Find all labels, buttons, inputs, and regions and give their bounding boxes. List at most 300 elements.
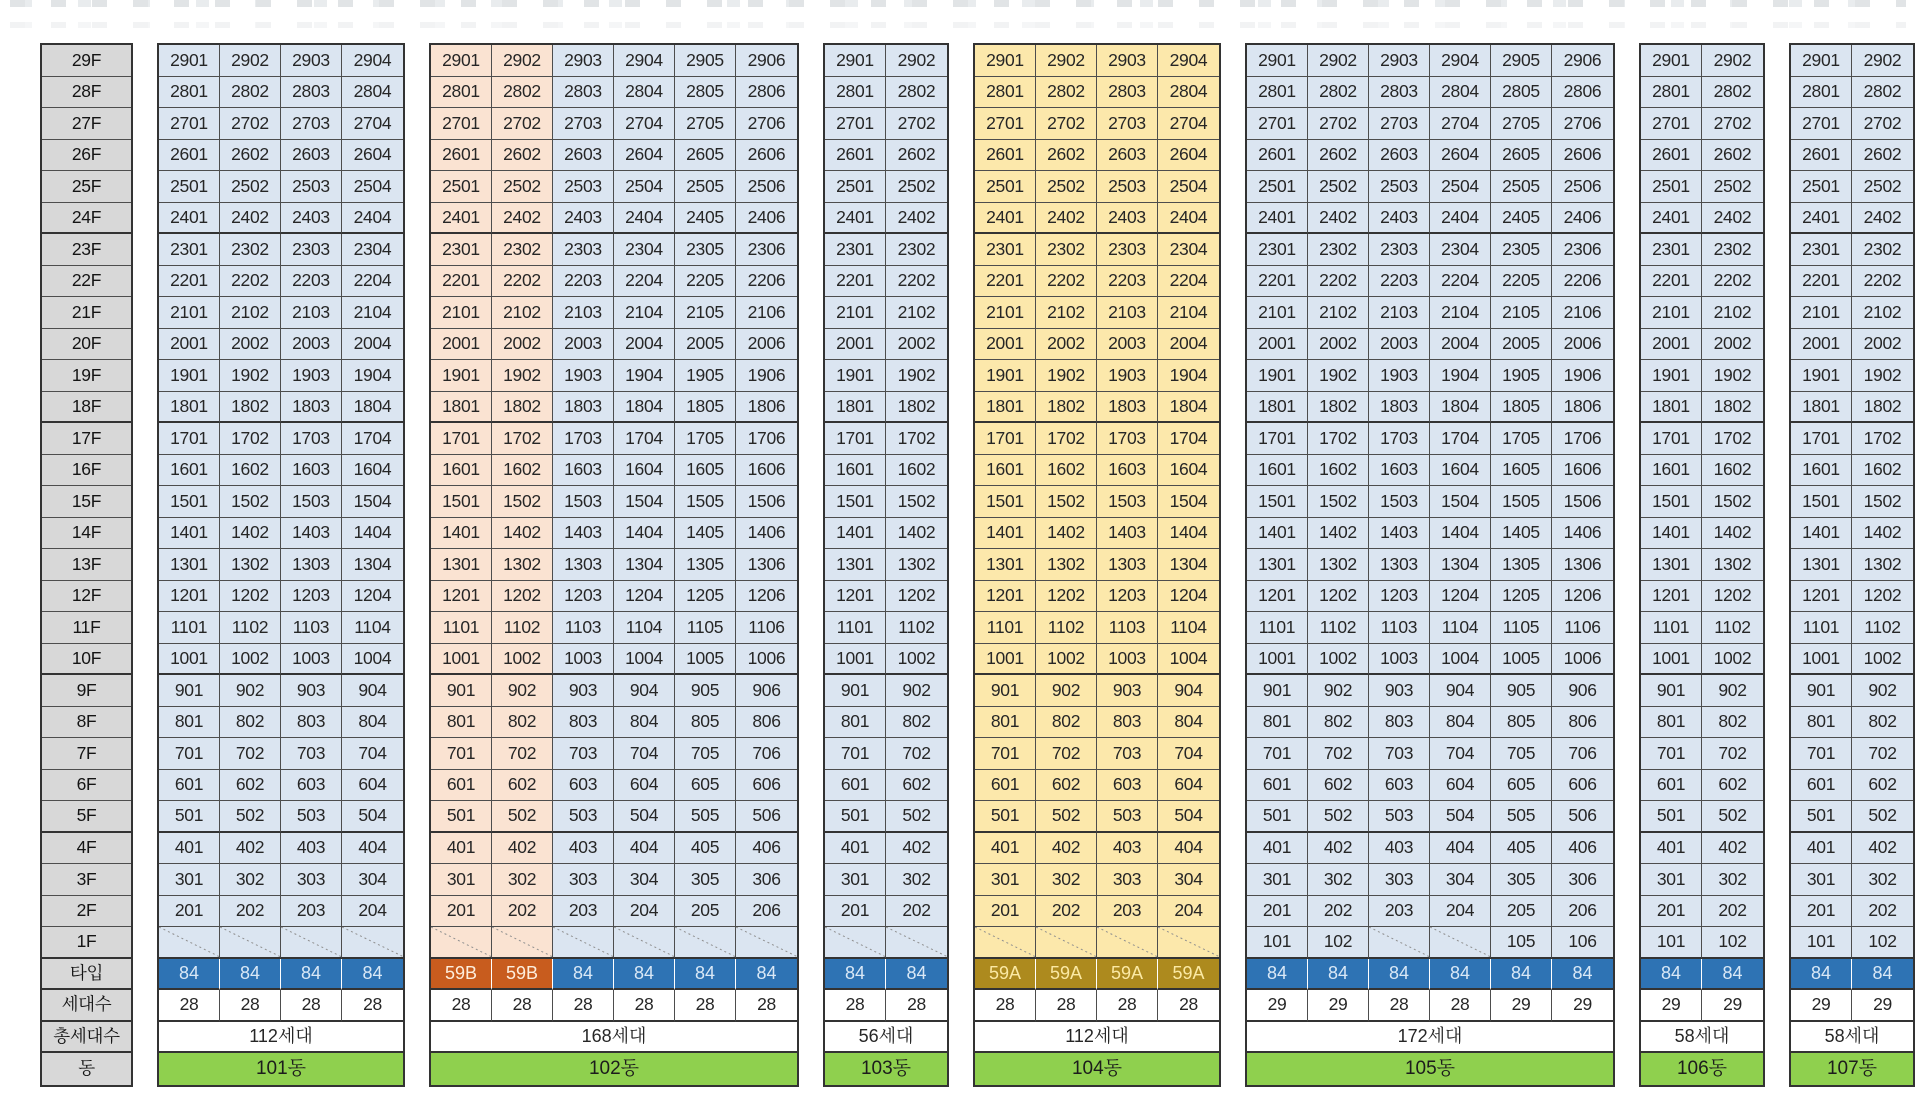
unit-cell[interactable]: 504: [1158, 801, 1219, 833]
unit-cell[interactable]: 1801: [975, 392, 1036, 424]
unit-cell[interactable]: 801: [1791, 707, 1852, 739]
unit-cell[interactable]: 1004: [342, 644, 403, 676]
unit-cell[interactable]: 1201: [1791, 581, 1852, 613]
unit-cell[interactable]: 203: [1097, 896, 1158, 928]
unit-cell[interactable]: 2605: [675, 140, 736, 172]
unit-cell[interactable]: 2601: [431, 140, 492, 172]
unit-cell[interactable]: 2701: [431, 108, 492, 140]
unit-cell[interactable]: 602: [1308, 770, 1369, 802]
unit-cell[interactable]: 2904: [1430, 45, 1491, 77]
unit-cell[interactable]: 602: [886, 770, 947, 802]
unit-cell[interactable]: 2204: [614, 266, 675, 298]
unit-cell[interactable]: 2102: [220, 297, 281, 329]
unit-cell[interactable]: 904: [1158, 675, 1219, 707]
unit-cell[interactable]: 1501: [975, 486, 1036, 518]
unit-cell[interactable]: 2902: [492, 45, 553, 77]
unit-cell[interactable]: 1202: [1852, 581, 1913, 613]
unit-cell[interactable]: 2203: [1369, 266, 1430, 298]
unit-cell[interactable]: 1201: [1247, 581, 1308, 613]
unit-cell[interactable]: 2101: [431, 297, 492, 329]
unit-cell[interactable]: 2201: [431, 266, 492, 298]
unit-cell[interactable]: 1506: [1552, 486, 1613, 518]
unit-cell[interactable]: 1801: [1791, 392, 1852, 424]
unit-cell[interactable]: 202: [1702, 896, 1763, 928]
unit-cell[interactable]: 605: [675, 770, 736, 802]
unit-cell[interactable]: 2903: [553, 45, 614, 77]
unit-cell[interactable]: 301: [1641, 864, 1702, 896]
unit-cell[interactable]: 702: [1036, 738, 1097, 770]
unit-cell[interactable]: 402: [1036, 833, 1097, 865]
unit-cell[interactable]: 2603: [1369, 140, 1430, 172]
unit-cell[interactable]: 804: [1430, 707, 1491, 739]
unit-cell[interactable]: 2801: [1791, 77, 1852, 109]
unit-cell[interactable]: 1903: [553, 360, 614, 392]
unit-cell[interactable]: 1102: [492, 612, 553, 644]
unit-cell[interactable]: 2002: [1308, 329, 1369, 361]
unit-cell[interactable]: 2606: [736, 140, 797, 172]
unit-cell[interactable]: 1305: [1491, 549, 1552, 581]
unit-cell[interactable]: 102: [1308, 927, 1369, 959]
unit-cell[interactable]: 2804: [614, 77, 675, 109]
unit-cell[interactable]: 1704: [1430, 423, 1491, 455]
unit-cell[interactable]: 502: [886, 801, 947, 833]
unit-cell[interactable]: 1303: [1097, 549, 1158, 581]
unit-cell[interactable]: 2105: [675, 297, 736, 329]
unit-cell[interactable]: 2802: [1702, 77, 1763, 109]
unit-cell[interactable]: 2105: [1491, 297, 1552, 329]
unit-cell[interactable]: 1201: [1641, 581, 1702, 613]
unit-cell[interactable]: 201: [1247, 896, 1308, 928]
unit-cell[interactable]: 2801: [1247, 77, 1308, 109]
unit-cell[interactable]: 1601: [825, 455, 886, 487]
unit-cell[interactable]: 1104: [614, 612, 675, 644]
unit-cell[interactable]: 2902: [1036, 45, 1097, 77]
unit-cell[interactable]: 2201: [825, 266, 886, 298]
unit-cell[interactable]: 1801: [1247, 392, 1308, 424]
unit-cell[interactable]: 2104: [1158, 297, 1219, 329]
unit-cell[interactable]: 2005: [675, 329, 736, 361]
unit-cell[interactable]: 2701: [975, 108, 1036, 140]
unit-cell[interactable]: 2101: [159, 297, 220, 329]
unit-cell[interactable]: 506: [1552, 801, 1613, 833]
unit-cell[interactable]: 2901: [1247, 45, 1308, 77]
unit-cell[interactable]: 1405: [1491, 518, 1552, 550]
unit-cell[interactable]: 1603: [553, 455, 614, 487]
unit-cell[interactable]: 1102: [1036, 612, 1097, 644]
unit-cell[interactable]: 601: [975, 770, 1036, 802]
unit-cell[interactable]: 1604: [614, 455, 675, 487]
unit-cell[interactable]: 2401: [1247, 203, 1308, 235]
unit-cell[interactable]: 2901: [1641, 45, 1702, 77]
unit-cell[interactable]: 902: [1702, 675, 1763, 707]
unit-cell[interactable]: 1904: [1430, 360, 1491, 392]
unit-cell[interactable]: 2403: [1369, 203, 1430, 235]
unit-cell[interactable]: 1102: [1702, 612, 1763, 644]
unit-cell[interactable]: 1701: [159, 423, 220, 455]
unit-cell[interactable]: 805: [1491, 707, 1552, 739]
unit-cell[interactable]: 2501: [975, 171, 1036, 203]
unit-cell[interactable]: 2601: [975, 140, 1036, 172]
unit-cell[interactable]: 1204: [342, 581, 403, 613]
unit-cell[interactable]: 2004: [1430, 329, 1491, 361]
unit-cell[interactable]: 2205: [1491, 266, 1552, 298]
unit-cell[interactable]: 2805: [675, 77, 736, 109]
unit-cell[interactable]: 2903: [1369, 45, 1430, 77]
unit-cell[interactable]: 501: [431, 801, 492, 833]
unit-cell[interactable]: 1905: [675, 360, 736, 392]
unit-cell[interactable]: 701: [431, 738, 492, 770]
unit-cell[interactable]: 2602: [886, 140, 947, 172]
unit-cell[interactable]: 902: [1852, 675, 1913, 707]
unit-cell[interactable]: 1002: [1308, 644, 1369, 676]
unit-cell[interactable]: 2206: [736, 266, 797, 298]
unit-cell[interactable]: 2106: [1552, 297, 1613, 329]
unit-cell[interactable]: 1201: [159, 581, 220, 613]
unit-cell[interactable]: 1602: [1036, 455, 1097, 487]
unit-cell[interactable]: 1404: [342, 518, 403, 550]
unit-cell[interactable]: 202: [1036, 896, 1097, 928]
unit-cell[interactable]: 1505: [1491, 486, 1552, 518]
unit-cell[interactable]: 1304: [1158, 549, 1219, 581]
unit-cell[interactable]: 2802: [886, 77, 947, 109]
unit-cell[interactable]: 1206: [736, 581, 797, 613]
unit-cell[interactable]: 2802: [1036, 77, 1097, 109]
unit-cell[interactable]: 702: [1308, 738, 1369, 770]
unit-cell[interactable]: 901: [1791, 675, 1852, 707]
unit-cell[interactable]: 201: [431, 896, 492, 928]
unit-cell[interactable]: 804: [614, 707, 675, 739]
unit-cell[interactable]: 2802: [1852, 77, 1913, 109]
unit-cell[interactable]: 1704: [614, 423, 675, 455]
unit-cell[interactable]: 202: [886, 896, 947, 928]
unit-cell[interactable]: 2801: [431, 77, 492, 109]
unit-cell[interactable]: 1501: [1791, 486, 1852, 518]
unit-cell[interactable]: 202: [492, 896, 553, 928]
unit-cell[interactable]: 1103: [1097, 612, 1158, 644]
unit-cell[interactable]: 1402: [220, 518, 281, 550]
unit-cell[interactable]: 2401: [975, 203, 1036, 235]
unit-cell[interactable]: 2502: [1702, 171, 1763, 203]
unit-cell[interactable]: 203: [553, 896, 614, 928]
unit-cell[interactable]: 2006: [1552, 329, 1613, 361]
unit-cell[interactable]: 501: [1641, 801, 1702, 833]
unit-cell[interactable]: 2703: [281, 108, 342, 140]
unit-cell[interactable]: 2502: [886, 171, 947, 203]
unit-cell[interactable]: 1001: [1247, 644, 1308, 676]
unit-cell[interactable]: 1601: [975, 455, 1036, 487]
unit-cell[interactable]: 601: [431, 770, 492, 802]
unit-cell[interactable]: 1502: [1852, 486, 1913, 518]
unit-cell[interactable]: 902: [220, 675, 281, 707]
unit-cell[interactable]: 701: [1247, 738, 1308, 770]
unit-cell[interactable]: 2506: [1552, 171, 1613, 203]
unit-cell[interactable]: 1801: [159, 392, 220, 424]
unit-cell[interactable]: 102: [1702, 927, 1763, 959]
unit-cell[interactable]: 2905: [675, 45, 736, 77]
unit-cell[interactable]: 2503: [281, 171, 342, 203]
unit-cell[interactable]: 1201: [975, 581, 1036, 613]
unit-cell[interactable]: 2701: [159, 108, 220, 140]
unit-cell[interactable]: 1801: [1641, 392, 1702, 424]
unit-cell[interactable]: 2602: [1702, 140, 1763, 172]
unit-cell[interactable]: 1403: [1369, 518, 1430, 550]
unit-cell[interactable]: 2602: [1852, 140, 1913, 172]
unit-cell[interactable]: 2306: [736, 234, 797, 266]
unit-cell[interactable]: 602: [1036, 770, 1097, 802]
unit-cell[interactable]: 303: [281, 864, 342, 896]
unit-cell[interactable]: 2104: [1430, 297, 1491, 329]
unit-cell[interactable]: 1404: [1158, 518, 1219, 550]
unit-cell[interactable]: 2406: [736, 203, 797, 235]
unit-cell[interactable]: 1802: [1702, 392, 1763, 424]
unit-cell[interactable]: 1401: [1791, 518, 1852, 550]
unit-cell[interactable]: 903: [553, 675, 614, 707]
unit-cell[interactable]: 2002: [220, 329, 281, 361]
unit-cell[interactable]: 2702: [1308, 108, 1369, 140]
unit-cell[interactable]: 1702: [1702, 423, 1763, 455]
unit-cell[interactable]: 2106: [736, 297, 797, 329]
unit-cell[interactable]: 2103: [1369, 297, 1430, 329]
unit-cell[interactable]: 1002: [886, 644, 947, 676]
unit-cell[interactable]: 2801: [1641, 77, 1702, 109]
unit-cell[interactable]: 2404: [1158, 203, 1219, 235]
unit-cell[interactable]: 606: [736, 770, 797, 802]
unit-cell[interactable]: 201: [159, 896, 220, 928]
unit-cell[interactable]: 1406: [1552, 518, 1613, 550]
unit-cell[interactable]: 2304: [342, 234, 403, 266]
unit-cell[interactable]: 2306: [1552, 234, 1613, 266]
unit-cell[interactable]: 1602: [886, 455, 947, 487]
unit-cell[interactable]: 1304: [614, 549, 675, 581]
unit-cell[interactable]: 2602: [1036, 140, 1097, 172]
unit-cell[interactable]: 2102: [1852, 297, 1913, 329]
unit-cell[interactable]: 1303: [553, 549, 614, 581]
unit-cell[interactable]: 2505: [675, 171, 736, 203]
unit-cell[interactable]: 502: [1852, 801, 1913, 833]
unit-cell[interactable]: 501: [975, 801, 1036, 833]
unit-cell[interactable]: 303: [553, 864, 614, 896]
unit-cell[interactable]: 901: [975, 675, 1036, 707]
unit-cell[interactable]: 2403: [281, 203, 342, 235]
unit-cell[interactable]: 2704: [614, 108, 675, 140]
unit-cell[interactable]: 1004: [1158, 644, 1219, 676]
unit-cell[interactable]: 1705: [1491, 423, 1552, 455]
unit-cell[interactable]: 1002: [1852, 644, 1913, 676]
unit-cell[interactable]: 2404: [342, 203, 403, 235]
unit-cell[interactable]: 201: [975, 896, 1036, 928]
unit-cell[interactable]: 2205: [675, 266, 736, 298]
unit-cell[interactable]: 2302: [1702, 234, 1763, 266]
unit-cell[interactable]: 303: [1097, 864, 1158, 896]
unit-cell[interactable]: 2204: [1158, 266, 1219, 298]
unit-cell[interactable]: 505: [675, 801, 736, 833]
unit-cell[interactable]: 603: [553, 770, 614, 802]
unit-cell[interactable]: 1403: [1097, 518, 1158, 550]
unit-cell[interactable]: 1603: [281, 455, 342, 487]
unit-cell[interactable]: 101: [1641, 927, 1702, 959]
unit-cell[interactable]: 2604: [342, 140, 403, 172]
unit-cell[interactable]: 1302: [1852, 549, 1913, 581]
unit-cell[interactable]: 2002: [886, 329, 947, 361]
unit-cell[interactable]: 305: [1491, 864, 1552, 896]
unit-cell[interactable]: 401: [431, 833, 492, 865]
unit-cell[interactable]: 1503: [281, 486, 342, 518]
unit-cell[interactable]: 703: [553, 738, 614, 770]
unit-cell[interactable]: 1006: [1552, 644, 1613, 676]
unit-cell[interactable]: 2902: [220, 45, 281, 77]
unit-cell[interactable]: 1202: [886, 581, 947, 613]
unit-cell[interactable]: 2805: [1491, 77, 1552, 109]
unit-cell[interactable]: 404: [1430, 833, 1491, 865]
unit-cell[interactable]: 2304: [614, 234, 675, 266]
unit-cell[interactable]: 2503: [1369, 171, 1430, 203]
unit-cell[interactable]: 402: [1308, 833, 1369, 865]
unit-cell[interactable]: 1604: [342, 455, 403, 487]
unit-cell[interactable]: 1002: [1702, 644, 1763, 676]
unit-cell[interactable]: 2703: [1097, 108, 1158, 140]
unit-cell[interactable]: 1902: [1852, 360, 1913, 392]
unit-cell[interactable]: 1005: [675, 644, 736, 676]
unit-cell[interactable]: 2304: [1430, 234, 1491, 266]
unit-cell[interactable]: 2804: [342, 77, 403, 109]
unit-cell[interactable]: 2902: [886, 45, 947, 77]
unit-cell[interactable]: 2004: [1158, 329, 1219, 361]
unit-cell[interactable]: 2804: [1158, 77, 1219, 109]
unit-cell[interactable]: 1501: [159, 486, 220, 518]
unit-cell[interactable]: 902: [1036, 675, 1097, 707]
unit-cell[interactable]: 803: [1097, 707, 1158, 739]
unit-cell[interactable]: 2301: [1791, 234, 1852, 266]
unit-cell[interactable]: 301: [1791, 864, 1852, 896]
unit-cell[interactable]: 1406: [736, 518, 797, 550]
unit-cell[interactable]: 403: [553, 833, 614, 865]
unit-cell[interactable]: 702: [886, 738, 947, 770]
unit-cell[interactable]: 405: [1491, 833, 1552, 865]
unit-cell[interactable]: 106: [1552, 927, 1613, 959]
unit-cell[interactable]: 1101: [825, 612, 886, 644]
unit-cell[interactable]: 1205: [675, 581, 736, 613]
unit-cell[interactable]: 1304: [1430, 549, 1491, 581]
unit-cell[interactable]: 903: [1097, 675, 1158, 707]
unit-cell[interactable]: 1902: [492, 360, 553, 392]
unit-cell[interactable]: 2002: [1852, 329, 1913, 361]
unit-cell[interactable]: 1603: [1097, 455, 1158, 487]
unit-cell[interactable]: 1101: [1641, 612, 1702, 644]
unit-cell[interactable]: 202: [1852, 896, 1913, 928]
unit-cell[interactable]: 2402: [886, 203, 947, 235]
unit-cell[interactable]: 1802: [1308, 392, 1369, 424]
unit-cell[interactable]: 506: [736, 801, 797, 833]
unit-cell[interactable]: 102: [1852, 927, 1913, 959]
unit-cell[interactable]: 601: [1641, 770, 1702, 802]
unit-cell[interactable]: 1702: [1036, 423, 1097, 455]
unit-cell[interactable]: 2702: [220, 108, 281, 140]
unit-cell[interactable]: 2001: [975, 329, 1036, 361]
unit-cell[interactable]: 1805: [1491, 392, 1552, 424]
unit-cell[interactable]: 2102: [1036, 297, 1097, 329]
unit-cell[interactable]: 401: [975, 833, 1036, 865]
unit-cell[interactable]: 401: [159, 833, 220, 865]
unit-cell[interactable]: 402: [220, 833, 281, 865]
unit-cell[interactable]: 801: [159, 707, 220, 739]
unit-cell[interactable]: 802: [1702, 707, 1763, 739]
unit-cell[interactable]: 702: [1852, 738, 1913, 770]
unit-cell[interactable]: 2406: [1552, 203, 1613, 235]
unit-cell[interactable]: 704: [614, 738, 675, 770]
unit-cell[interactable]: 502: [1702, 801, 1763, 833]
unit-cell[interactable]: 2504: [1158, 171, 1219, 203]
unit-cell[interactable]: 2502: [220, 171, 281, 203]
unit-cell[interactable]: 1102: [1308, 612, 1369, 644]
unit-cell[interactable]: 1503: [1097, 486, 1158, 518]
unit-cell[interactable]: 1902: [886, 360, 947, 392]
unit-cell[interactable]: 306: [1552, 864, 1613, 896]
unit-cell[interactable]: 2103: [1097, 297, 1158, 329]
unit-cell[interactable]: 602: [1702, 770, 1763, 802]
unit-cell[interactable]: 1602: [1852, 455, 1913, 487]
unit-cell[interactable]: 802: [1852, 707, 1913, 739]
unit-cell[interactable]: 701: [1791, 738, 1852, 770]
unit-cell[interactable]: 2604: [614, 140, 675, 172]
unit-cell[interactable]: 2004: [342, 329, 403, 361]
unit-cell[interactable]: 1502: [1036, 486, 1097, 518]
unit-cell[interactable]: 2901: [431, 45, 492, 77]
unit-cell[interactable]: 603: [281, 770, 342, 802]
unit-cell[interactable]: 1901: [1641, 360, 1702, 392]
unit-cell[interactable]: 604: [1158, 770, 1219, 802]
unit-cell[interactable]: 801: [825, 707, 886, 739]
unit-cell[interactable]: 1106: [736, 612, 797, 644]
unit-cell[interactable]: 2401: [825, 203, 886, 235]
unit-cell[interactable]: 1903: [1097, 360, 1158, 392]
unit-cell[interactable]: 2102: [1308, 297, 1369, 329]
unit-cell[interactable]: 1001: [975, 644, 1036, 676]
unit-cell[interactable]: 502: [1036, 801, 1097, 833]
unit-cell[interactable]: 1702: [220, 423, 281, 455]
unit-cell[interactable]: 2101: [1247, 297, 1308, 329]
unit-cell[interactable]: 903: [281, 675, 342, 707]
unit-cell[interactable]: 1402: [886, 518, 947, 550]
unit-cell[interactable]: 2702: [886, 108, 947, 140]
unit-cell[interactable]: 1901: [975, 360, 1036, 392]
unit-cell[interactable]: 2303: [1369, 234, 1430, 266]
unit-cell[interactable]: 2705: [1491, 108, 1552, 140]
unit-cell[interactable]: 2902: [1308, 45, 1369, 77]
unit-cell[interactable]: 2402: [1702, 203, 1763, 235]
unit-cell[interactable]: 1603: [1369, 455, 1430, 487]
unit-cell[interactable]: 1303: [281, 549, 342, 581]
unit-cell[interactable]: 2704: [1158, 108, 1219, 140]
unit-cell[interactable]: 1702: [886, 423, 947, 455]
unit-cell[interactable]: 1005: [1491, 644, 1552, 676]
unit-cell[interactable]: 1203: [281, 581, 342, 613]
unit-cell[interactable]: 1804: [342, 392, 403, 424]
unit-cell[interactable]: 2801: [975, 77, 1036, 109]
unit-cell[interactable]: 504: [614, 801, 675, 833]
unit-cell[interactable]: 2401: [431, 203, 492, 235]
unit-cell[interactable]: 301: [159, 864, 220, 896]
unit-cell[interactable]: 2906: [736, 45, 797, 77]
unit-cell[interactable]: 201: [1641, 896, 1702, 928]
unit-cell[interactable]: 1802: [1036, 392, 1097, 424]
unit-cell[interactable]: 2002: [1036, 329, 1097, 361]
unit-cell[interactable]: 2004: [614, 329, 675, 361]
unit-cell[interactable]: 904: [1430, 675, 1491, 707]
unit-cell[interactable]: 503: [1369, 801, 1430, 833]
unit-cell[interactable]: 402: [1702, 833, 1763, 865]
unit-cell[interactable]: 2802: [492, 77, 553, 109]
unit-cell[interactable]: 2501: [1247, 171, 1308, 203]
